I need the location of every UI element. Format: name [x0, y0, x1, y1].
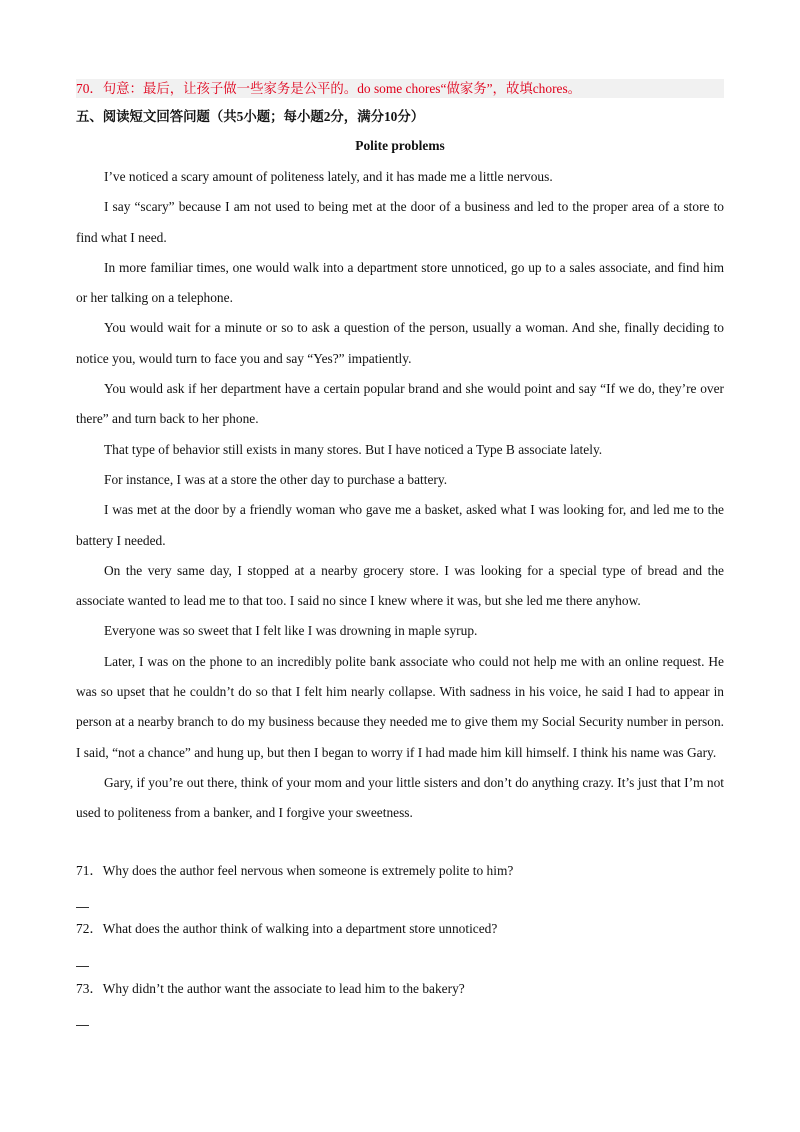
paragraph: I was met at the door by a friendly woman who gave me a basket, asked what I was looking for, and led me to the battery I needed.	[76, 502, 724, 548]
passage-body	[76, 162, 724, 829]
paragraph: Gary, if you’re out there, think of your mom and your little sisters and don’t do anything crazy. It’s just that I’m not used to politeness from a banker, and I forgive your sweetness.	[76, 774, 724, 821]
paragraph: On the very same day, I stopped at a nearby grocery store. I was looking for a special type of bread and the associate wanted to lead me to that too. I said no since I knew where it was, but she led me there anyhow.	[76, 562, 724, 609]
answer-blank-72[interactable]	[76, 966, 89, 967]
section-heading: 五、阅读短文回答问题（共5小题；每小题2分，满分10分）	[76, 109, 425, 124]
question-71: 71．Why does the author feel nervous when someone is extremely polite to him?	[76, 863, 514, 878]
question-72: 72．What does the author think of walking into a department store unnoticed?	[76, 921, 498, 936]
paragraph: That type of behavior still exists in many stores. But I have noticed a Type B associate lately.	[104, 441, 603, 457]
paragraph: Later, I was on the phone to an incredibly polite bank associate who could not help me with an online request. He was so upset that he couldn’t do so that I felt him nearly collapse. With sadness in his voice, he said I had to appear in person at a nearby branch to do my business because they needed me to give them my Social Security number in person. I said, “not a chance” and hung up, but then I began to worry if I had made him kill himself. I think his name was Gary.	[76, 653, 724, 760]
answer-blank-71[interactable]	[76, 907, 89, 908]
answer-explanation-70: 70．句意：最后，让孩子做一些家务是公平的。do some chores“做家务”，故填chores。	[76, 79, 724, 98]
paragraph: I say “scary” because I am not used to being met at the door of a business and led to the proper area of a store to find what I need.	[76, 199, 724, 245]
paragraph: I’ve noticed a scary amount of politeness lately, and it has made me a little nervous.	[104, 169, 553, 184]
answer-blank-73[interactable]	[76, 1025, 89, 1026]
paragraph: For instance, I was at a store the other day to purchase a battery.	[104, 471, 448, 487]
question-73: 73．Why didn’t the author want the associate to lead him to the bakery?	[76, 981, 465, 996]
paragraph: You would wait for a minute or so to ask a question of the person, usually a woman. And she, finally deciding to notice you, would turn to face you and say “Yes?” impatiently.	[76, 320, 724, 366]
passage-title: Polite problems	[355, 138, 445, 153]
paragraph: In more familiar times, one would walk into a department store unnoticed, go up to a sales associate, and find him or her talking on a telephone.	[76, 259, 724, 306]
paragraph: You would ask if her department have a certain popular brand and she would point and say “If we do, they’re over there” and turn back to her phone.	[76, 381, 724, 427]
paragraph: Everyone was so sweet that I felt like I was drowning in maple syrup.	[104, 623, 478, 639]
